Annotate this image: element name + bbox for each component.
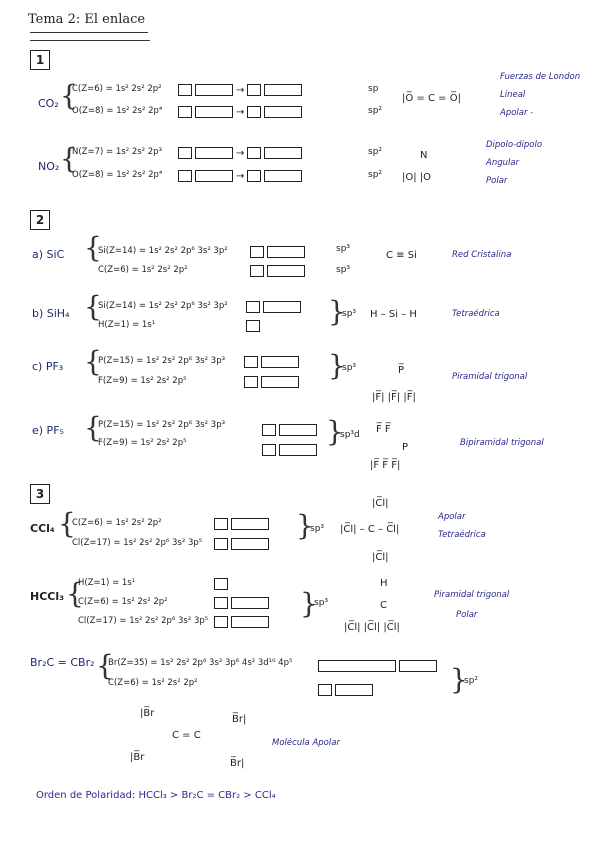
lewis-atom: N [420,150,428,161]
hybridization: sp³ [342,309,357,319]
orbital-diagram [214,616,269,628]
orbital-diagram [244,376,299,388]
orbital-diagram [246,301,301,313]
electron-config: Cl(Z=17) = 1s² 2s² 2p⁶ 3s² 3p⁵ [72,538,203,548]
orbital-diagram [318,684,373,696]
orbital-diagram [214,578,228,590]
lewis-structure: |C̅l| [372,498,389,509]
brace: } [326,415,344,448]
brace: { [60,142,78,175]
orbital-diagram: → [178,84,302,96]
lewis-atom: C [380,600,387,611]
molecule-label-co2: CO₂ [38,97,59,110]
brace: { [66,577,84,610]
brace: { [84,411,102,444]
lewis-structure: |F̅ F̅ F̅| [370,460,401,471]
brace: } [300,587,318,620]
property-note: Angular [486,158,520,168]
orbital-diagram [262,424,317,436]
brace: { [58,507,76,540]
property-note: Apolar - [500,108,534,118]
molecule-label-pf3: c) PF₃ [32,360,64,373]
orbital-diagram [250,265,305,277]
orbital-diagram [214,597,269,609]
lewis-atom: |B̅r [140,708,155,719]
hybridization: sp³ [314,598,329,608]
property-note: Fuerzas de London [500,72,581,82]
brace: { [84,231,102,264]
property-note: Red Cristalina [452,250,512,260]
molecule-label-br2c: Br₂C = CBr₂ [30,656,95,669]
property-note: Molécula Apolar [272,738,340,748]
lewis-structure: |C̅l| – C – C̅l| [340,524,400,535]
electron-config: H(Z=1) = 1s¹ [98,320,156,330]
orbital-diagram [214,538,269,550]
molecule-label-sih4: b) SiH₄ [32,307,70,320]
section-number: 1 [30,50,50,70]
polarity-order: Orden de Polaridad: HCCl₃ > Br₂C = CBr₂ > CCl₄ [36,790,276,801]
section-number: 2 [30,210,50,230]
title-underline-2 [30,40,150,41]
hybridization: sp² [368,106,383,116]
orbital-diagram: → [178,106,302,118]
hybridization: sp³d [340,430,360,440]
electron-config: F(Z=9) = 1s² 2s² 2p⁵ [98,376,187,386]
property-note: Tetraédrica [452,309,500,319]
electron-config: O(Z=8) = 1s² 2s² 2p⁴ [72,170,163,180]
hybridization: sp³ [342,363,357,373]
electron-config: Si(Z=14) = 1s² 2s² 2p⁶ 3s² 3p² [98,301,228,311]
lewis-structure: |O̅ = C = O̅| [402,93,461,104]
hybridization: sp³ [336,265,351,275]
hybridization: sp² [464,676,479,686]
electron-config: O(Z=8) = 1s² 2s² 2p⁴ [72,106,163,116]
molecule-label-ccl4: CCl₄ [30,522,55,535]
lewis-atom: |B̅r [130,752,145,763]
lewis-atom: P̅ [398,365,405,376]
lewis-structure: C = C [172,730,201,741]
lewis-structure: |F̅| |F̅| |F̅| [372,392,416,403]
property-note: Polar [456,610,478,620]
hybridization: sp² [368,147,383,157]
electron-config: C(Z=6) = 1s² 2s² 2p² [78,597,168,607]
orbital-diagram [250,246,305,258]
orbital-diagram [262,444,317,456]
lewis-structure: C ≡ Si [386,250,417,261]
electron-config: C(Z=6) = 1s² 2s² 2p² [72,518,162,528]
electron-config: P(Z=15) = 1s² 2s² 2p⁶ 3s² 3p³ [98,420,226,430]
lewis-structure: |C̅l| [372,552,389,563]
brace: { [60,79,78,112]
property-note: Piramidal trigonal [452,372,528,382]
property-note: Polar [486,176,508,186]
brace: { [84,290,102,323]
orbital-diagram: → [178,170,302,182]
hybridization: sp [368,84,379,94]
brace: { [96,649,114,682]
electron-config: Si(Z=14) = 1s² 2s² 2p⁶ 3s² 3p² [98,246,228,256]
lewis-atom: B̅r| [230,758,245,769]
electron-config: Br(Z=35) = 1s² 2s² 2p⁶ 3s² 3p⁶ 4s² 3d¹⁰ 4p⁵ [108,658,293,668]
title-underline [30,32,148,33]
brace: } [450,663,468,696]
lewis-structure: |C̅l| |C̅l| |C̅l| [344,622,400,633]
property-note: Apolar [438,512,466,522]
electron-config: C(Z=6) = 1s² 2s² 2p² [98,265,188,275]
molecule-label-pf5: e) PF₅ [32,424,64,437]
property-note: Tetraédrica [438,530,486,540]
hybridization: sp² [368,170,383,180]
property-note: Bipiramidal trigonal [460,438,544,448]
lewis-atom: B̅r| [232,714,247,725]
orbital-diagram [244,356,299,368]
lewis-atom: H [380,578,388,589]
lewis-structure: |O| |O [402,172,432,183]
lewis-structure: H – Si – H [370,309,417,320]
property-note: Piramidal trigonal [434,590,510,600]
electron-config: Cl(Z=17) = 1s² 2s² 2p⁶ 3s² 3p⁵ [78,616,209,626]
property-note: Dipolo-dipolo [486,140,543,150]
electron-config: C(Z=6) = 1s² 2s² 2p² [108,678,198,688]
hybridization: sp³ [310,524,325,534]
molecule-label-no2: NO₂ [38,160,60,173]
orbital-diagram [318,660,437,672]
lewis-structure: F̅ F̅ [376,424,391,435]
orbital-diagram: → [178,147,302,159]
orbital-diagram [246,320,260,332]
molecule-label-sic: a) SiC [32,248,65,261]
brace: } [328,349,346,382]
lewis-atom: P [402,442,409,453]
brace: { [84,345,102,378]
electron-config: P(Z=15) = 1s² 2s² 2p⁶ 3s² 3p³ [98,356,226,366]
brace: } [328,295,346,328]
page-title: Tema 2: El enlace [28,12,146,27]
electron-config: F(Z=9) = 1s² 2s² 2p⁵ [98,438,187,448]
orbital-diagram [214,518,269,530]
electron-config: C(Z=6) = 1s² 2s² 2p² [72,84,162,94]
hybridization: sp³ [336,244,351,254]
section-number: 3 [30,484,50,504]
property-note: Lineal [500,90,526,100]
brace: } [296,509,314,542]
electron-config: H(Z=1) = 1s¹ [78,578,136,588]
molecule-label-hccl3: HCCl₃ [30,590,64,603]
electron-config: N(Z=7) = 1s² 2s² 2p³ [72,147,162,157]
